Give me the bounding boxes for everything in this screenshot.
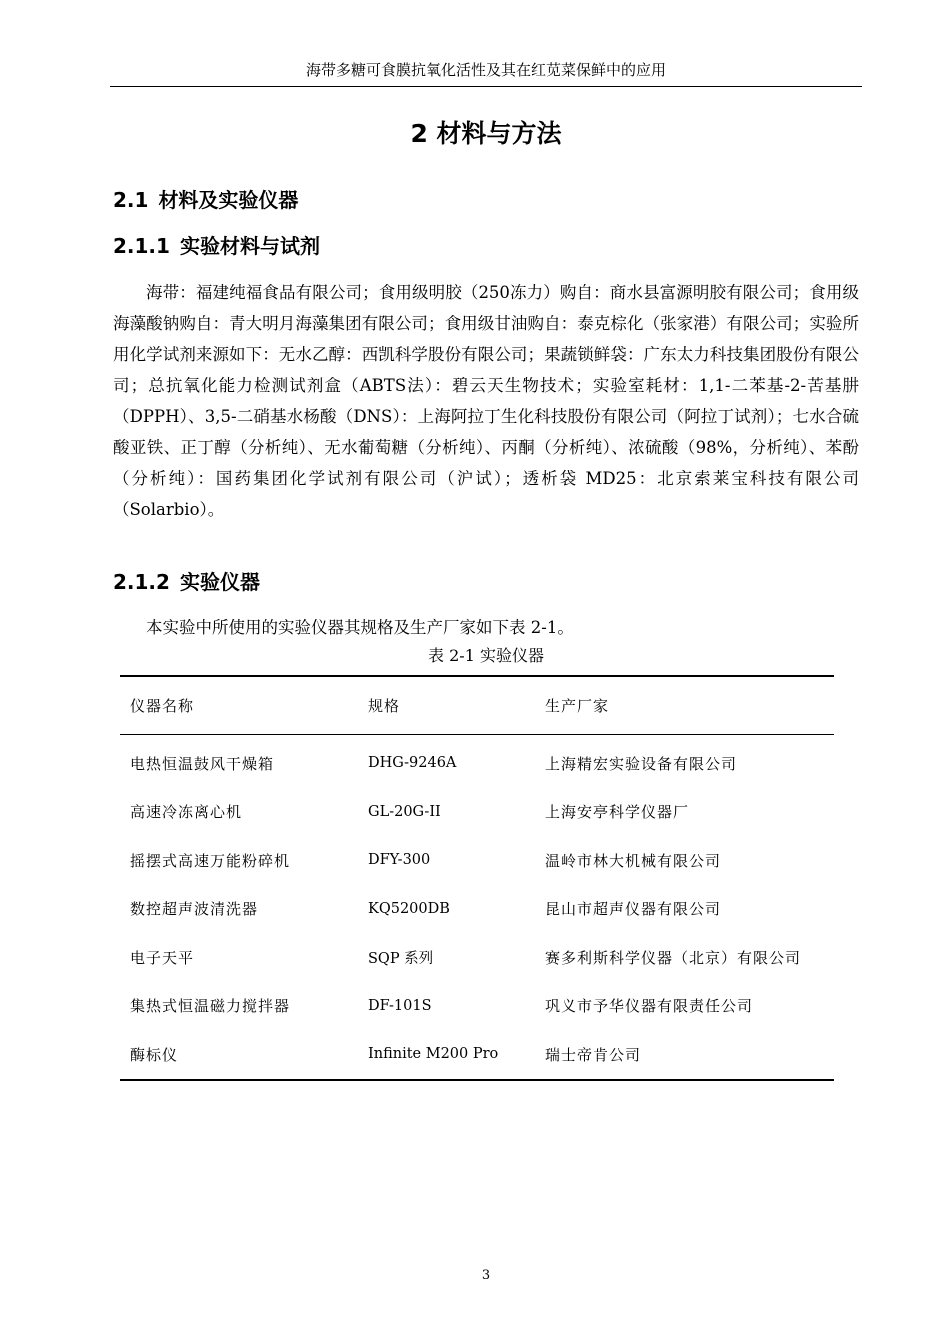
instrument-spec: SQP 系列: [368, 950, 434, 967]
instrument-name: 酶标仪: [130, 1045, 179, 1064]
instrument-name: 摇摆式高速万能粉碎机: [130, 851, 291, 870]
table-row: [120, 788, 834, 837]
table-row: [120, 1030, 834, 1080]
instrument-name: 电子天平: [130, 948, 195, 967]
instrument-manufacturer: 赛多利斯科学仪器（北京）有限公司: [545, 948, 802, 967]
header-instrument-name: 仪器名称: [130, 697, 195, 715]
section-number: 2.1.2: [113, 570, 170, 594]
instrument-name: 高速冷冻离心机: [130, 803, 243, 822]
instrument-spec: DFY-300: [368, 852, 431, 869]
section-title: 实验仪器: [179, 570, 260, 594]
header-specification: 规格: [368, 697, 401, 715]
header-manufacturer: 生产厂家: [545, 697, 610, 715]
instrument-manufacturer: 上海精宏实验设备有限公司: [545, 754, 738, 773]
running-header: 海带多糖可食膜抗氧化活性及其在红苋菜保鲜中的应用: [305, 61, 666, 79]
instrument-name: 集热式恒温磁力搅拌器: [130, 997, 291, 1016]
table-header-row: [120, 676, 834, 735]
instruments-intro-paragraph: 本实验中所使用的实验仪器其规格及生产厂家如下表 2-1。: [146, 618, 574, 637]
section-title: 材料及实验仪器: [158, 188, 299, 212]
section-number: 2.1: [113, 188, 149, 212]
table-row: [120, 836, 834, 885]
table-row: [120, 885, 834, 934]
instrument-spec: DHG-9246A: [368, 755, 457, 772]
instrument-manufacturer: 上海安亭科学仪器厂: [545, 803, 690, 822]
chapter-title: 2 材料与方法: [410, 119, 562, 148]
instrument-manufacturer: 昆山市超声仪器有限公司: [545, 900, 722, 919]
header-rule: [110, 86, 862, 87]
instrument-spec: Infinite M200 Pro: [368, 1046, 499, 1063]
table-row: [120, 982, 834, 1031]
section-title: 实验材料与试剂: [179, 234, 320, 258]
page-number: 3: [481, 1268, 491, 1283]
instrument-manufacturer: 瑞士帝肯公司: [545, 1045, 642, 1064]
instrument-spec: KQ5200DB: [368, 900, 450, 917]
instrument-name: 数控超声波清洗器: [130, 900, 259, 919]
section-heading-2-1-2: [113, 567, 260, 597]
instrument-name: 电热恒温鼓风干燥箱: [130, 754, 275, 773]
table-row: [120, 933, 834, 982]
section-heading-2-1: [113, 185, 298, 215]
instrument-table: [120, 675, 834, 1081]
instrument-spec: DF-101S: [368, 997, 432, 1014]
materials-paragraph: 海带：福建纯福食品有限公司；食用级明胶（250冻力）购自：商水县富源明胶有限公司；食用级海藻酸钠购自：青大明月海藻集团有限公司；食用级甘油购自：泰克棕化（张家港）有限公司；实验所用化学试剂来源如下：无水乙醇：西凯科学股份有限公司；果蔬锁鲜袋：广东太力科技集团股份有限公司；总抗氧化能力检测试剂盒（ABTS法）：碧云天生物技术；实验室耗材：1,1-二苯基-2-苦基肼（DPPH）、3,5-二硝基水杨酸（DNS）：上海阿拉丁生化科技股份有限公司（阿拉丁试剂）；七水合硫酸亚铁、正丁醇（分析纯）、无水葡萄糖（分析纯）、丙酮（分析纯）、浓硫酸（98%，分析纯）、苯酚（分析纯）：国药集团化学试剂有限公司（沪试）；透析袋 MD25：北京索莱宝科技有限公司（Solarbio）。: [113, 283, 859, 519]
instrument-spec: GL-20G-II: [368, 803, 441, 820]
section-number: 2.1.1: [113, 234, 170, 258]
table-row: [120, 735, 834, 788]
instrument-manufacturer: 温岭市林大机械有限公司: [545, 851, 722, 870]
instrument-manufacturer: 巩义市予华仪器有限责任公司: [545, 997, 754, 1016]
table-caption: 表 2-1 实验仪器: [428, 646, 544, 665]
section-heading-2-1-1: [113, 231, 320, 261]
